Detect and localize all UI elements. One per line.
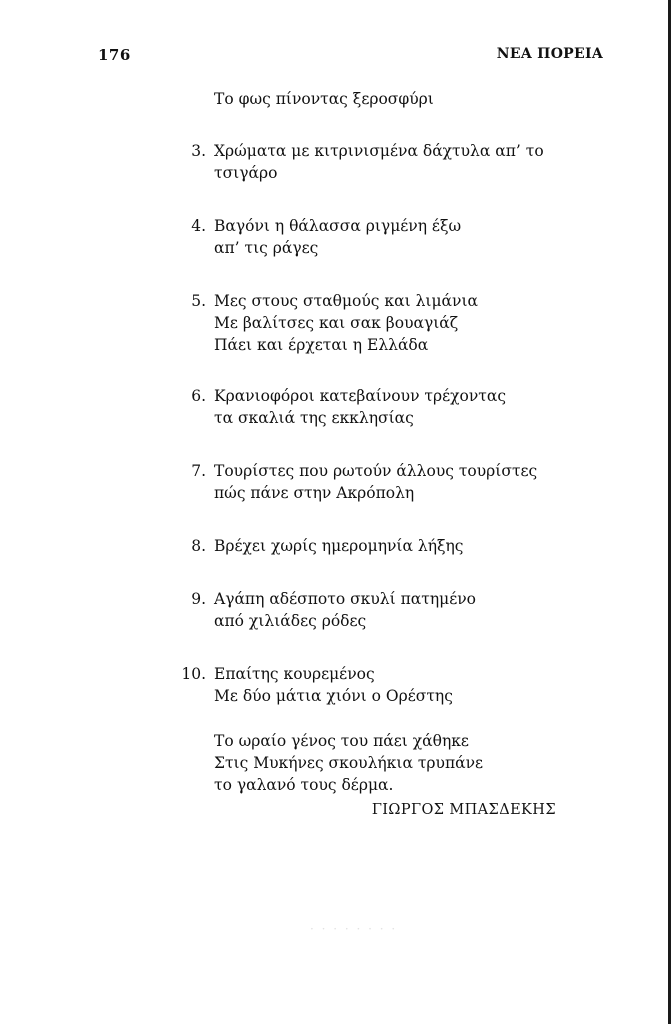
poem-line: Επαίτης κουρεμένος bbox=[214, 665, 375, 683]
poem-intro-line: Το φως πίνοντας ξεροσφύρι bbox=[214, 90, 434, 108]
bleed-through-smudge: · · · · · · · · bbox=[310, 922, 398, 936]
poem-line: Αγάπη αδέσποτο σκυλί πατημένο bbox=[214, 590, 476, 608]
poem-line: τσιγάρο bbox=[214, 164, 278, 182]
poem-line: πώς πάνε στην Ακρόπολη bbox=[214, 484, 415, 502]
poem-line: απ’ τις ράγες bbox=[214, 239, 319, 257]
stanza-number: 6. bbox=[191, 387, 206, 405]
poem-coda-line: το γαλανό τους δέρμα. bbox=[214, 776, 394, 794]
poem-line: Με βαλίτσες και σακ βουαγιάζ bbox=[214, 314, 459, 332]
poem-line: Κρανιοφόροι κατεβαίνουν τρέχοντας bbox=[214, 387, 507, 405]
poem-line: Πάει και έρχεται η Ελλάδα bbox=[214, 336, 429, 354]
poem-line: από χιλιάδες ρόδες bbox=[214, 612, 367, 630]
poem-line: Χρώματα με κιτρινισμένα δάχτυλα απ’ το bbox=[214, 142, 544, 160]
poem-line: Βαγόνι η θάλασσα ριγμένη έξω bbox=[214, 217, 462, 235]
stanza-number: 5. bbox=[191, 292, 206, 310]
page-number: 176 bbox=[98, 46, 131, 64]
poem-line: Βρέχει χωρίς ημερομηνία λήξης bbox=[214, 537, 464, 555]
stanza-number: 10. bbox=[181, 665, 206, 683]
poem-line: Με δύο μάτια χιόνι ο Ορέστης bbox=[214, 687, 453, 705]
author-signature: ΓΙΩΡΓΟΣ ΜΠΑΣΔΕΚΗΣ bbox=[371, 802, 556, 818]
stanza-number: 8. bbox=[191, 537, 206, 555]
poem-coda-line: Στις Μυκήνες σκουλήκια τρυπάνε bbox=[214, 754, 484, 772]
stanza-number: 9. bbox=[191, 590, 206, 608]
poem-coda-line: Το ωραίο γένος του πάει χάθηκε bbox=[214, 732, 469, 750]
stanza-number: 4. bbox=[191, 217, 206, 235]
stanza-number: 7. bbox=[191, 462, 206, 480]
poem-line: Τουρίστες που ρωτούν άλλους τουρίστες bbox=[214, 462, 538, 480]
poem-line: τα σκαλιά της εκκλησίας bbox=[214, 409, 414, 427]
running-head: ΝΕΑ ΠΟΡΕΙΑ bbox=[496, 46, 603, 62]
poem-line: Μες στους σταθμούς και λιμάνια bbox=[214, 292, 478, 310]
stanza-number: 3. bbox=[191, 142, 206, 160]
